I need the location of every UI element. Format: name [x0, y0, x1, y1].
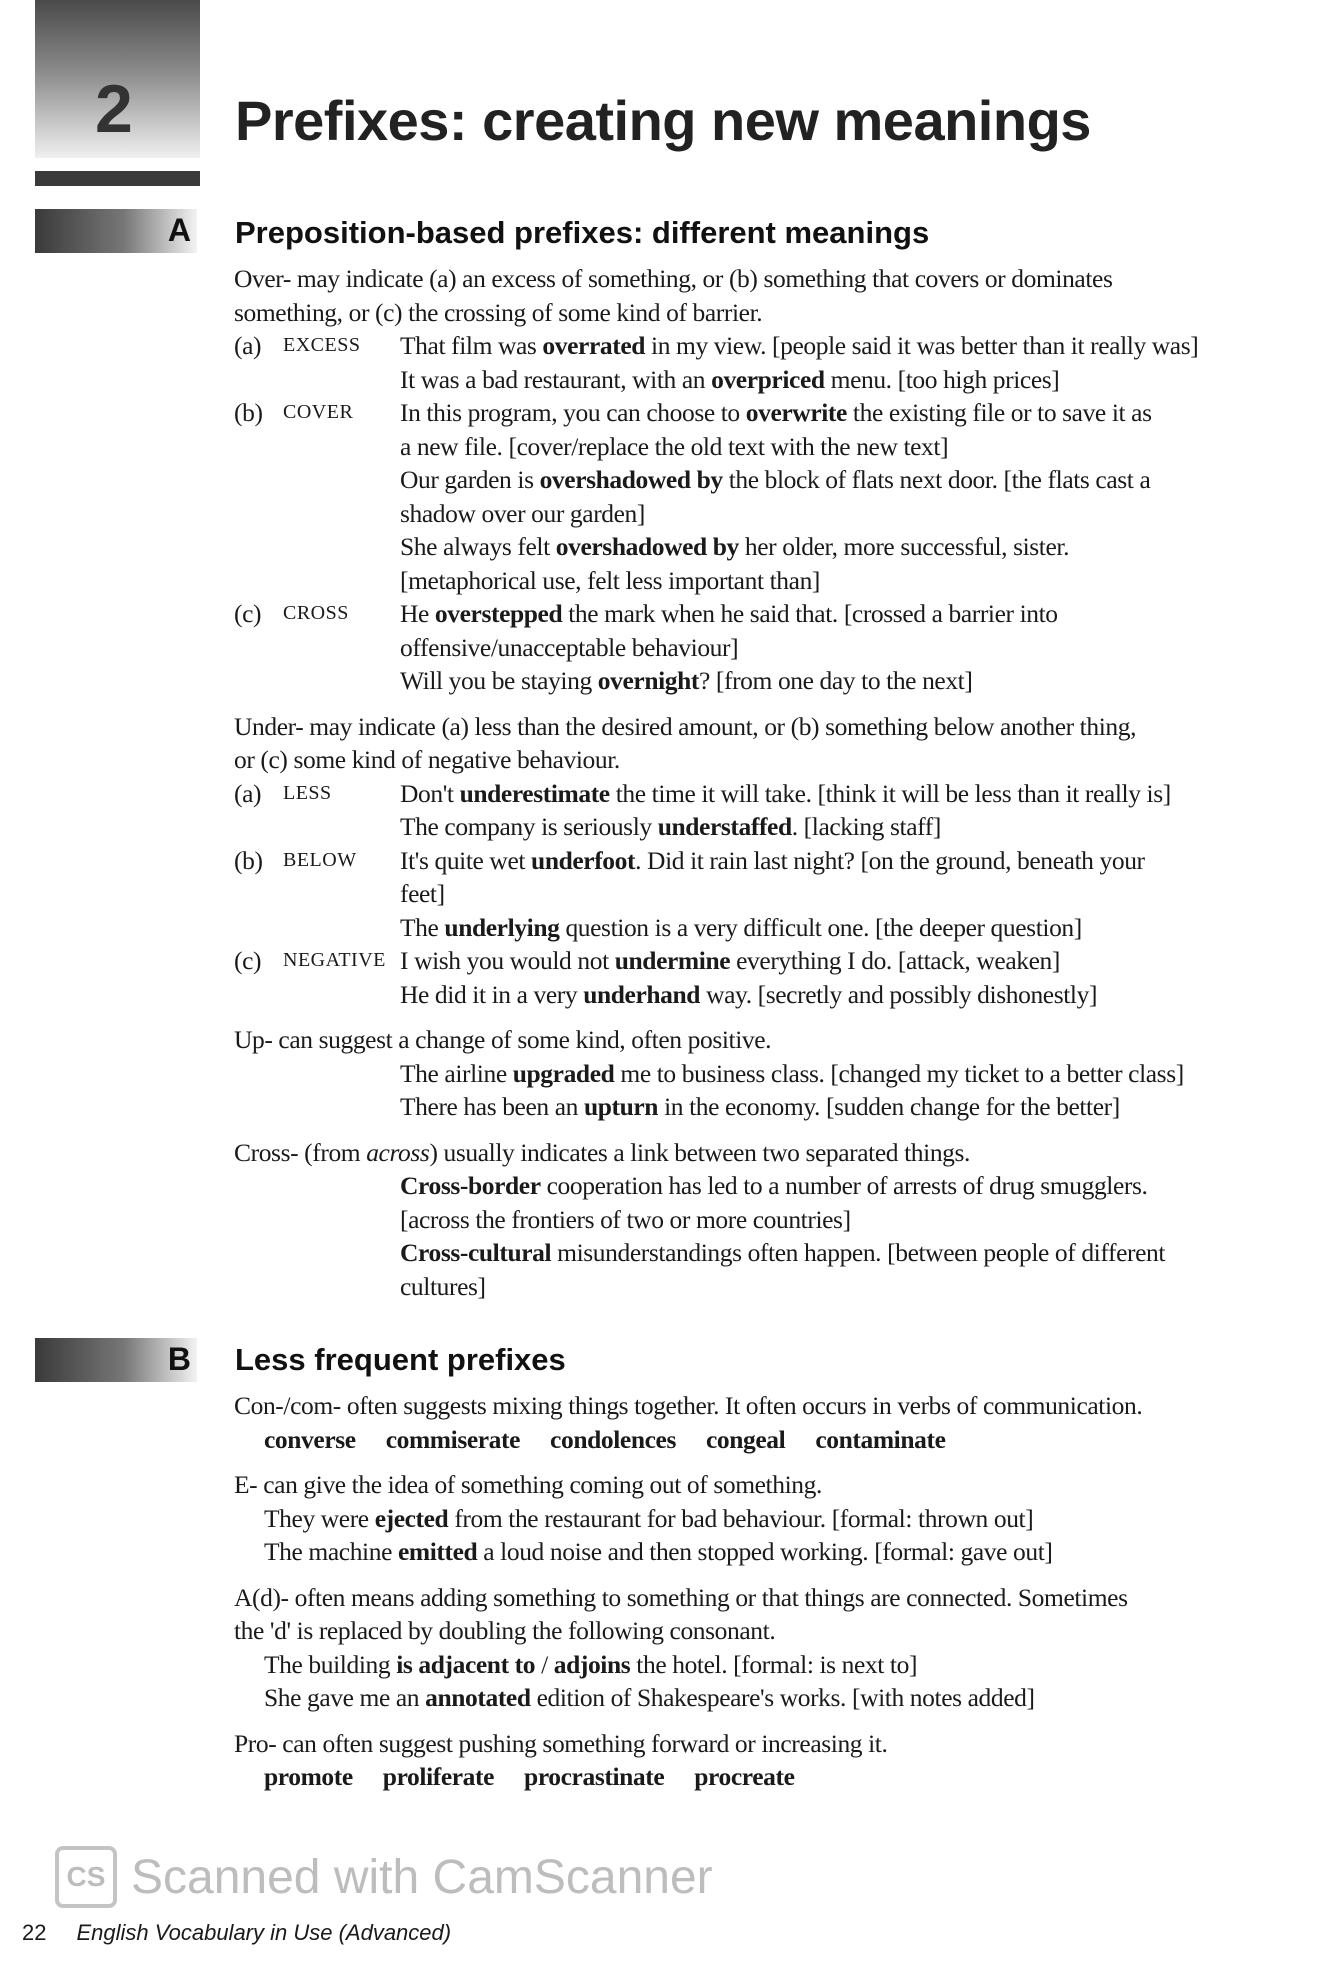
word-item: promote — [264, 1762, 353, 1791]
text-run: The company is seriously — [400, 812, 658, 841]
text-run: She gave me an — [264, 1683, 426, 1712]
text-run: [metaphorical use, felt less important than] — [400, 565, 821, 595]
intro-line — [234, 1727, 1334, 1761]
section-tab-a — [35, 209, 197, 253]
key-term: underhand — [583, 979, 701, 1009]
text-run: [across the frontiers of two or more countries] — [400, 1204, 851, 1234]
example-line — [400, 597, 1334, 631]
text-run: the hotel. [formal: is next to] — [630, 1649, 918, 1679]
section-heading-b: Less frequent prefixes — [235, 1342, 566, 1377]
example-line — [400, 1203, 1334, 1237]
text-run: Will you be staying — [400, 666, 598, 695]
word-item: congeal — [705, 1424, 786, 1454]
text-run: ) usually indicates a link between two separated things. — [429, 1137, 971, 1167]
meaning-category — [283, 664, 400, 698]
text-run: or (c) some kind of negative behaviour. — [234, 745, 620, 774]
meaning-category — [283, 1270, 400, 1304]
example-line — [400, 497, 1334, 531]
meaning-category: LESS — [283, 781, 332, 804]
meaning-label — [234, 810, 283, 844]
book-title: English Vocabulary in Use (Advanced) — [76, 1920, 452, 1945]
text-run: me to business class. [changed my ticket to a better class] — [614, 1058, 1184, 1088]
meaning-label — [234, 530, 283, 564]
example-line — [400, 564, 1334, 598]
text-run: the 'd' is replaced by doubling the following consonant. — [234, 1616, 776, 1645]
section-letter: A — [167, 212, 191, 248]
key-term: underlying — [444, 912, 560, 942]
meaning-category — [283, 430, 400, 464]
intro-line — [234, 1581, 1334, 1615]
text-run: Over- may indicate (a) an excess of something, or (b) something that covers or dominates — [234, 264, 1113, 293]
word-item: procreate — [694, 1762, 795, 1791]
section-letter: B — [167, 1341, 191, 1377]
section-heading-a: Preposition-based prefixes: different meanings — [235, 215, 930, 250]
example-line — [400, 810, 1334, 844]
word-item: proliferate — [382, 1762, 495, 1791]
text-run: in the economy. [sudden change for the better] — [658, 1092, 1120, 1121]
meaning-label — [234, 1236, 283, 1270]
meaning-label — [234, 1169, 283, 1203]
intro-line — [234, 1389, 1334, 1423]
text-run: from the restaurant for bad behaviour. [formal: thrown out] — [448, 1503, 1034, 1533]
prefix-block — [234, 262, 1334, 698]
text-run: It's quite wet — [400, 845, 532, 875]
text-run: in my view. [people said it was better than it really was] — [645, 331, 1199, 360]
example-line — [400, 329, 1334, 363]
meaning-label — [234, 631, 283, 665]
page-title: Prefixes: creating new meanings — [235, 89, 1091, 152]
example-row — [234, 664, 1334, 698]
key-term: overpriced — [711, 364, 825, 394]
prefix-block — [234, 1727, 1334, 1794]
meaning-label — [234, 911, 283, 945]
example-row — [234, 777, 1334, 811]
meaning-label — [234, 1090, 283, 1124]
prefix-block — [234, 1468, 1334, 1569]
text-run: ? [from one day to the next] — [699, 666, 973, 695]
key-term: underfoot — [531, 845, 636, 875]
key-term: overrated — [542, 331, 646, 360]
chapter-bar — [35, 171, 200, 186]
key-term: overnight — [597, 666, 700, 695]
intro-line — [234, 1136, 1334, 1170]
text-run: something, or (c) the crossing of some kind of barrier. — [234, 297, 763, 327]
meaning-label — [234, 497, 283, 531]
meaning-label: (b) — [234, 845, 263, 875]
meaning-category — [283, 363, 400, 397]
text-run: That film was — [400, 331, 543, 360]
meaning-label — [234, 1270, 283, 1304]
prefix-block — [234, 1023, 1334, 1124]
meaning-label: (c) — [234, 599, 262, 628]
word-item: procrastinate — [524, 1762, 665, 1791]
text-run: menu. [too high prices] — [824, 364, 1060, 394]
example-row — [234, 329, 1334, 363]
example-line — [400, 911, 1334, 945]
example-row — [234, 810, 1334, 844]
meaning-category — [283, 978, 400, 1012]
intro-line — [234, 262, 1334, 296]
meaning-category — [283, 1203, 400, 1237]
text-run: A(d)- often means adding something to something or that things are connected. Sometimes — [234, 1582, 1128, 1612]
key-term: understaffed — [657, 812, 792, 841]
intro-line — [234, 1468, 1334, 1502]
text-run: the time it will take. [think it will be less than it really is] — [609, 778, 1171, 808]
key-term: ejected — [374, 1503, 449, 1533]
intro-line — [234, 1023, 1334, 1057]
text-run: . [lacking staff] — [791, 812, 941, 841]
key-term: overstepped — [434, 599, 563, 628]
example-row — [234, 597, 1334, 631]
meaning-category — [283, 631, 400, 665]
meaning-label — [234, 877, 283, 911]
intro-line — [234, 743, 1334, 777]
example-row — [234, 530, 1334, 564]
meaning-category: COVER — [283, 401, 354, 423]
example-line — [400, 430, 1334, 464]
example-row — [234, 363, 1334, 397]
key-term: undermine — [614, 946, 731, 975]
meaning-category — [283, 877, 400, 911]
camscanner-watermark — [55, 1846, 713, 1908]
prefix-block — [234, 1389, 1334, 1456]
key-term: overshadowed by — [555, 532, 739, 561]
key-term: annotated — [425, 1683, 531, 1712]
camscanner-logo-icon: CS — [55, 1846, 117, 1908]
text-run: the block of flats next door. [the flats cast a — [722, 465, 1151, 494]
section-b-content — [234, 1389, 1334, 1806]
text-run: the mark when he said that. [crossed a barrier into — [562, 599, 1058, 628]
text-run: Pro- can often suggest pushing something forward or increasing it. — [234, 1728, 888, 1758]
example-line — [400, 1169, 1334, 1203]
text-run: everything I do. [attack, weaken] — [730, 946, 1060, 975]
text-run: across — [366, 1137, 430, 1167]
text-run: The building — [264, 1649, 397, 1679]
example-row — [234, 877, 1334, 911]
meaning-category — [283, 463, 400, 497]
example-row — [234, 844, 1334, 878]
example-line — [234, 1535, 1334, 1569]
meaning-label: (b) — [234, 398, 263, 427]
example-row — [234, 1203, 1334, 1237]
meaning-label — [234, 1203, 283, 1237]
key-term: overwrite — [745, 398, 847, 427]
word-list — [234, 1760, 1334, 1794]
page-number: 22 — [22, 1920, 47, 1945]
text-run: a loud noise and then stopped working. [formal: gave out] — [477, 1537, 1053, 1566]
text-run: She always felt — [400, 532, 556, 561]
example-line — [400, 396, 1334, 430]
meaning-category: CROSS — [283, 602, 349, 624]
text-run: He did it in a very — [400, 979, 584, 1009]
text-run: I wish you would not — [400, 946, 615, 975]
section-a-content — [234, 262, 1334, 1315]
example-line — [234, 1681, 1334, 1715]
meaning-label: (a) — [234, 331, 262, 360]
example-line — [400, 1057, 1334, 1091]
meaning-label — [234, 430, 283, 464]
example-line — [400, 944, 1334, 978]
text-run: misunderstandings often happen. [between people of different — [551, 1238, 1166, 1267]
text-run: It was a bad restaurant, with an — [400, 364, 712, 394]
example-line — [400, 463, 1334, 497]
example-row — [234, 463, 1334, 497]
key-term: upturn — [583, 1092, 659, 1121]
example-row — [234, 944, 1334, 978]
meaning-label — [234, 363, 283, 397]
prefix-block — [234, 1136, 1334, 1304]
text-run: edition of Shakespeare's works. [with notes added] — [530, 1683, 1035, 1712]
text-run: way. [secretly and possibly dishonestly] — [700, 979, 1098, 1009]
word-item: contaminate — [815, 1424, 946, 1454]
chapter-number: 2 — [95, 71, 133, 147]
word-list — [234, 1423, 1334, 1457]
meaning-category: EXCESS — [283, 334, 361, 356]
word-item: commiserate — [385, 1424, 521, 1454]
example-line — [400, 530, 1334, 564]
key-term: is adjacent to — [396, 1649, 536, 1679]
key-term: Cross-cultural — [400, 1238, 552, 1267]
text-run: cooperation has led to a number of arrests of drug smugglers. — [540, 1171, 1148, 1200]
prefix-block — [234, 1581, 1334, 1715]
key-term: emitted — [397, 1537, 478, 1566]
example-row — [234, 1169, 1334, 1203]
meaning-label — [234, 978, 283, 1012]
text-run: The — [400, 912, 445, 942]
example-line — [400, 664, 1334, 698]
chapter-number-block — [35, 0, 200, 158]
meaning-category — [283, 810, 400, 844]
example-line — [234, 1648, 1334, 1682]
text-run: her older, more successful, sister. — [738, 532, 1070, 561]
example-row — [234, 564, 1334, 598]
example-row — [234, 1270, 1334, 1304]
text-run: Under- may indicate (a) less than the desired amount, or (b) something below another thing, — [234, 711, 1137, 741]
example-row — [234, 1090, 1334, 1124]
example-line — [400, 1236, 1334, 1270]
text-run: The machine — [264, 1537, 398, 1566]
meaning-category — [283, 497, 400, 531]
example-line — [400, 1090, 1334, 1124]
example-line — [400, 978, 1334, 1012]
example-line — [400, 1270, 1334, 1304]
example-row — [234, 497, 1334, 531]
text-run: Up- can suggest a change of some kind, often positive. — [234, 1025, 772, 1054]
intro-line — [234, 710, 1334, 744]
intro-line — [234, 296, 1334, 330]
text-run: . Did it rain last night? [on the ground, beneath your — [635, 845, 1145, 875]
text-run: The airline — [400, 1058, 513, 1088]
text-run: In this program, you can choose to — [400, 398, 746, 427]
watermark-text: Scanned with CamScanner — [131, 1850, 713, 1904]
example-line — [400, 777, 1334, 811]
key-term: underestimate — [459, 778, 610, 808]
meaning-label: (a) — [234, 778, 262, 808]
text-run: E- can give the idea of something coming out of something. — [234, 1470, 822, 1499]
word-item: converse — [264, 1424, 356, 1454]
meaning-category — [283, 530, 400, 564]
text-run: There has been an — [400, 1092, 584, 1121]
example-row — [234, 631, 1334, 665]
meaning-category — [283, 911, 400, 945]
meaning-label — [234, 564, 283, 598]
key-term: Cross-border — [400, 1171, 541, 1200]
text-run: Cross- (from — [234, 1137, 367, 1167]
meaning-category — [283, 1236, 400, 1270]
text-run: Don't — [400, 778, 460, 808]
meaning-category — [283, 1090, 400, 1124]
example-row — [234, 911, 1334, 945]
text-run: Con-/com- often suggests mixing things together. It often occurs in verbs of communication. — [234, 1391, 1143, 1420]
text-run: / — [535, 1649, 554, 1679]
example-row — [234, 978, 1334, 1012]
page-footer — [22, 1920, 451, 1946]
example-row — [234, 1236, 1334, 1270]
text-run: a new file. [cover/replace the old text with the new text] — [400, 431, 949, 461]
text-run: shadow over our garden] — [400, 498, 646, 528]
word-item: condolences — [550, 1424, 676, 1454]
example-line — [400, 363, 1334, 397]
meaning-label — [234, 664, 283, 698]
intro-line — [234, 1614, 1334, 1648]
example-row — [234, 430, 1334, 464]
text-run: question is a very difficult one. [the deeper question] — [559, 912, 1082, 942]
example-line — [400, 844, 1334, 878]
key-term: overshadowed by — [539, 465, 723, 494]
meaning-category — [283, 564, 400, 598]
meaning-category — [283, 1169, 400, 1203]
meaning-label: (c) — [234, 946, 262, 975]
section-tab-b — [35, 1338, 197, 1382]
meaning-category — [283, 1057, 400, 1091]
key-term: upgraded — [512, 1058, 615, 1088]
prefix-block — [234, 710, 1334, 1012]
text-run: They were — [264, 1503, 375, 1533]
text-run: offensive/unacceptable behaviour] — [400, 632, 739, 662]
meaning-label — [234, 1057, 283, 1091]
example-line — [234, 1502, 1334, 1536]
example-line — [400, 877, 1334, 911]
example-row — [234, 1057, 1334, 1091]
text-run: the existing file or to save it as — [846, 398, 1152, 427]
example-line — [400, 631, 1334, 665]
meaning-category: BELOW — [283, 848, 357, 871]
meaning-label — [234, 463, 283, 497]
key-term: adjoins — [553, 1649, 631, 1679]
text-run: Our garden is — [400, 465, 540, 494]
example-row — [234, 396, 1334, 430]
text-run: He — [400, 599, 435, 628]
meaning-category: NEGATIVE — [283, 949, 386, 971]
text-run: cultures] — [400, 1271, 486, 1301]
text-run: feet] — [400, 879, 445, 908]
